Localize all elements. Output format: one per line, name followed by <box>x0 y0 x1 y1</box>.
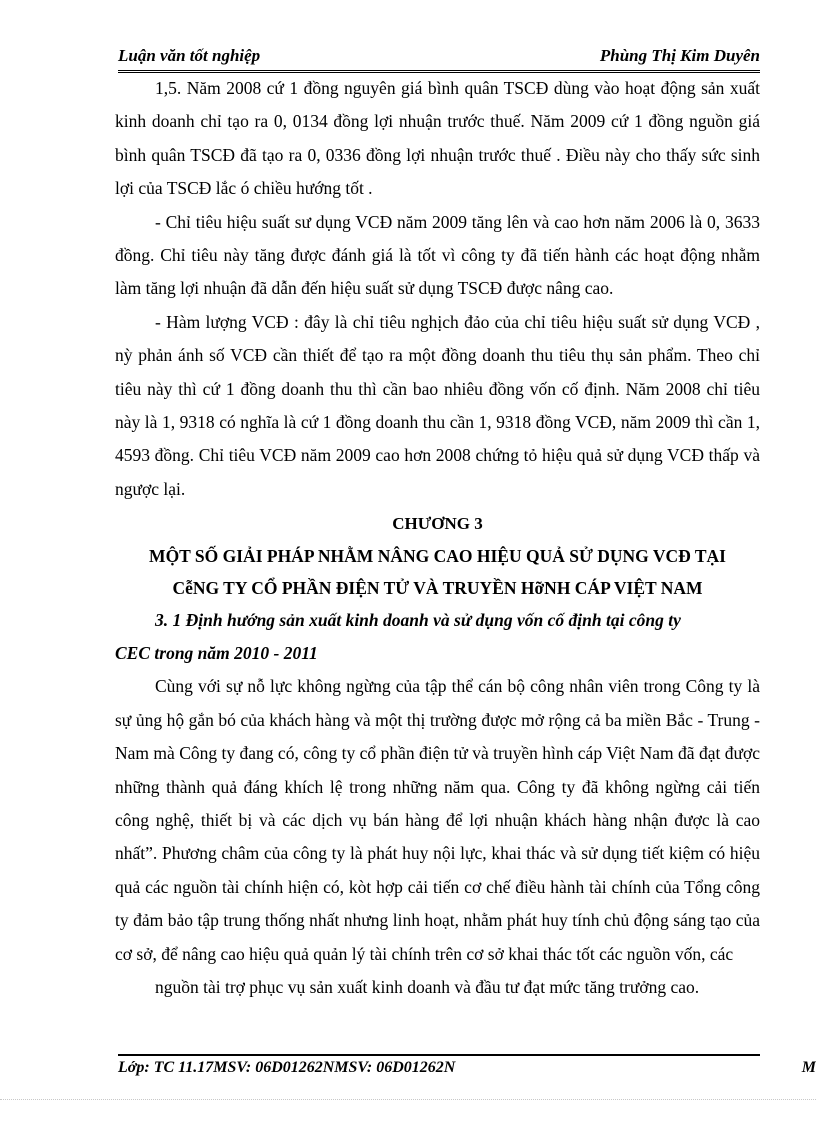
paragraph-2: - Chỉ tiêu hiệu suất sư dụng VCĐ năm 2009 tăng lên và cao hơn năm 2006 là 0, 3633 đồng. Chỉ tiêu này tăng được đánh giá là tốt vì công ty đã tiến hành các hoạt động nhằm làm tăng lợi nhuận đã dẫn đến hiệu suất sử dụng TSCĐ được nâng cao. <box>115 211 760 299</box>
paragraph-1: 1,5. Năm 2008 cứ 1 đồng nguyên giá bình quân TSCĐ dùng vào hoạt động sản xuất kinh doanh chỉ tạo ra 0, 0134 đồng lợi nhuận trước thuế. Năm 2009 cứ 1 đồng nguồn giá bình quân TSCĐ đã tạo ra 0, 0336 đồng lợi nhuận trước thuế . Điều này cho thấy sức sinh lợi của TSCĐ lắc ó chiều hướng tốt . <box>115 78 760 199</box>
footer-right-text: M <box>801 1059 816 1076</box>
footer-class-info: Lớp: TC 11.17MSV: 06D01262NMSV: 06D01262N <box>118 1059 456 1076</box>
footer-divider <box>118 1054 760 1056</box>
page-body <box>115 72 760 1004</box>
paragraph-4: Cùng với sự nỗ lực không ngừng của tập thể cán bộ công nhân viên trong Công ty là sự ủng hộ gắn bó của khách hàng và một thị trường được mở rộng cả ba miền Bắc - Trung - Nam mà Công ty đang có, công ty cổ phần điện tử và truyền hình cáp Việt Nam đã đạt được những thành quả đáng khích lệ trong những năm qua. Công ty đã không ngừng cải tiến công nghệ, thiết bị và các dịch vụ bán hàng để lợi nhuận khách hàng nhận được là cao nhất”. Phương châm của công ty là phát huy nội lực, khai thác và sử dụng tiết kiệm có hiệu quả các nguồn tài chính hiện có, kòt hợp cải tiến cơ chế điều hành tài chính của Tổng công ty đảm bảo tập trung thống nhất nhưng linh hoạt, nhằm phát huy tính chủ động sáng tạo của cơ sở, để nâng cao hiệu quả quản lý tài chính trên cơ sở khai thác tốt các nguồn vốn, các <box>115 676 760 964</box>
page-footer <box>118 1059 816 1077</box>
section-heading-line-1: 3. 1 Định hướng sản xuất kinh doanh và sử dụng vốn cố định tại công ty <box>155 610 681 631</box>
chapter-title-line-2: CễNG TY CỔ PHẦN ĐIỆN TỬ VÀ TRUYỀN HỡNH CÁP VIỆT NAM <box>172 578 703 599</box>
paragraph-3: - Hàm lượng VCĐ : đây là chỉ tiêu nghịch đảo của chỉ tiêu hiệu suất sử dụng VCĐ , nỳ phản ánh số VCĐ cần thiết để tạo ra một đồng doanh thu tiêu thụ sản phẩm. Theo chỉ tiêu này thì cứ 1 đồng doanh thu thì cần bao nhiêu đồng vốn cố định. Năm 2008 chỉ tiêu này là 1, 9318 có nghĩa là cứ 1 đồng doanh thu cần 1, 9318 đồng VCĐ, năm 2009 thì cần 1, 4593 đồng. Chỉ tiêu VCĐ năm 2009 cao hơn 2008 chứng tỏ hiệu quả sử dụng VCĐ thấp và ngược lại. <box>115 311 760 499</box>
header-title: Luận văn tốt nghiệp <box>118 46 261 65</box>
paragraph-5: nguồn tài trợ phục vụ sản xuất kinh doanh và đầu tư đạt mức tăng trưởng cao. <box>155 976 700 997</box>
page-header <box>118 44 760 73</box>
page-break-line <box>0 1099 816 1100</box>
chapter-title-line-1: MỘT SỐ GIẢI PHÁP NHẰM NÂNG CAO HIỆU QUẢ SỬ DỤNG VCĐ TẠI <box>149 546 726 567</box>
section-heading-line-2: CEC trong năm 2010 - 2011 <box>115 643 318 664</box>
header-author: Phùng Thị Kim Duyên <box>599 46 760 65</box>
chapter-label: CHƯƠNG 3 <box>392 514 483 534</box>
